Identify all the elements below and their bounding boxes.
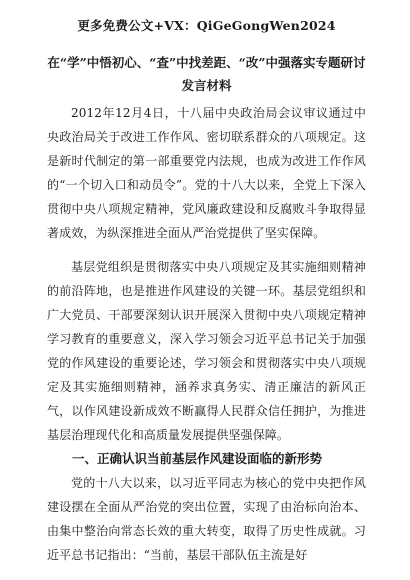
section-paragraph: 党的十八大以来，以习近平同志为核心的党中央把作风建设摆在全面从严治党的突出位置，实现了由治标向治本、由集中整治向常态长效的重大转变，取得了历史性成就。习近平总书记指出：“当前，基层干部队伍主流是好 — [47, 476, 366, 562]
body-paragraph-2: 基层党组织是贯彻落实中央八项规定及其实施细则精神的前沿阵地，也是推进作风建设的关键一环。基层党组织和广大党员、干部要深刻认识开展深入贯彻中央八项规定精神学习教育的重要意义，深入学习领会习近平总书记关于加强党的作风建设的重要论述，学习领会和贯彻落实中央八项规定及其实施细则精神，涵养求真务实、清正廉洁的新风正气，以作风建设新成效不断赢得人民群众信任拥护，为推进基层治理现代化和高质量发展提供坚强保障。 — [47, 260, 366, 442]
section-heading: 一、正确认识当前基层作风建设面临的新形势 — [72, 451, 323, 466]
document-title: 在“学”中悟初心、“查”中找差距、“改”中强落实专题研讨发言材料 — [47, 55, 366, 93]
watermark-text: 更多免费公文+VX：QiGeGongWen2024 — [77, 18, 336, 33]
body-paragraph-1: 2012年12月4日，十八届中央政治局会议审议通过中央政治局关于改进工作作风、密切联系群众的八项规定。这是新时代制定的第一部重要党内法规，也成为改进工作作风的“一个切入口和动员令”。党的十八大以来，全党上下深入贯彻中央八项规定精神，党风廉政建设和反腐败斗争取得显著成效，为纵深推进全面从严治党提供了坚实保障。 — [47, 106, 366, 240]
